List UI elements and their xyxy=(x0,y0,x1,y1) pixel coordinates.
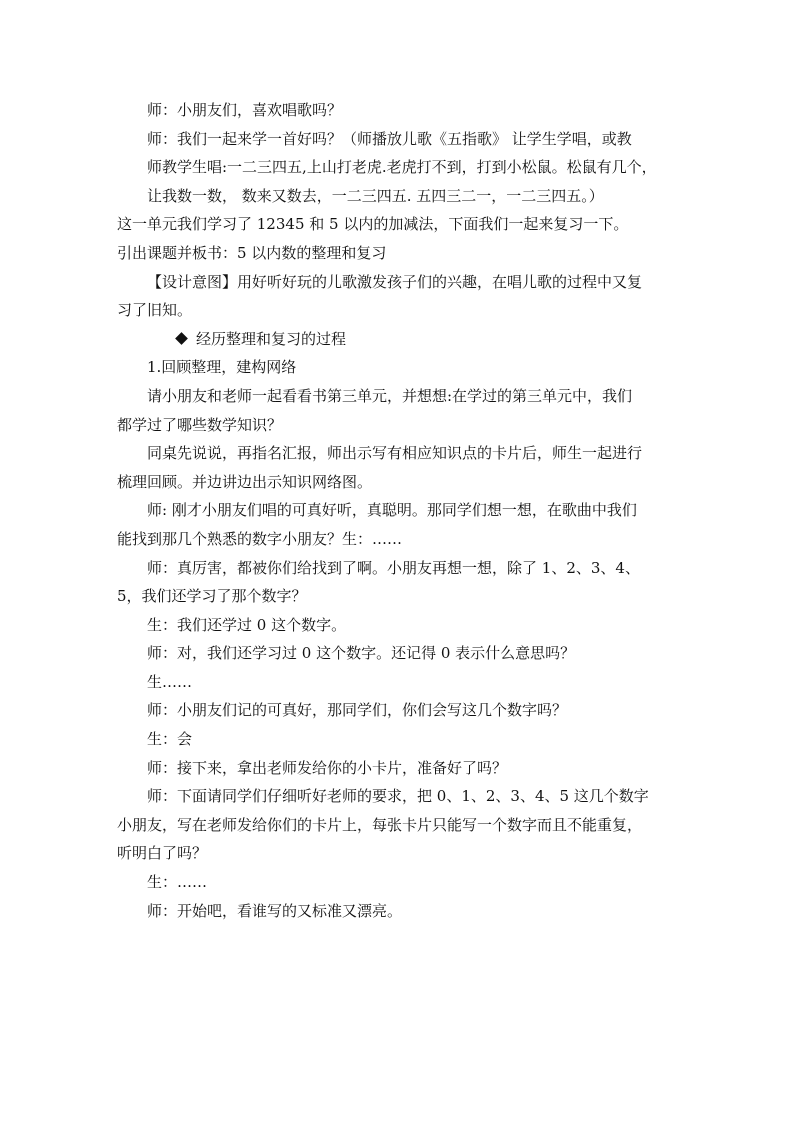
text-line: 让我数一数， 数来又数去，一二三四五. 五四三二一，一二三四五。） xyxy=(147,186,604,205)
text-line: 都学过了哪些数学知识？ xyxy=(117,415,283,434)
paragraph-student-yes xyxy=(117,725,682,754)
text-line: 能找到那几个熟悉的数字小朋友？生：…… xyxy=(117,529,403,548)
diamond-bullet-icon xyxy=(175,332,188,345)
section-heading xyxy=(117,325,682,354)
text-line: 生：会 xyxy=(147,730,193,749)
paragraph-song-intro xyxy=(117,125,682,211)
text-line: 听明白了吗？ xyxy=(117,844,208,863)
paragraph-design-intent xyxy=(117,268,682,325)
text-line: 【设计意图】用好听好玩的儿歌激发孩子们的兴趣，在唱儿歌的过程中又复 xyxy=(147,272,643,291)
paragraph-student-answer xyxy=(117,668,682,697)
paragraph-unit-review xyxy=(117,210,682,267)
paragraph-start xyxy=(117,897,682,926)
text-line: 生…… xyxy=(147,672,193,691)
text-line: 习了旧知。 xyxy=(117,301,193,320)
text-line: 师：接下来，拿出老师发给你的小卡片，准备好了吗？ xyxy=(147,758,508,777)
paragraph-look-book xyxy=(117,382,682,439)
text-line: 1.回顾整理，建构网络 xyxy=(147,358,297,377)
paragraph-greeting xyxy=(117,96,682,125)
paragraph-can-write xyxy=(117,696,682,725)
paragraph-deskmate xyxy=(117,439,682,496)
text-line: 梳理回顾。并边讲边出示知识网络图。 xyxy=(117,472,373,491)
text-line: 师：开始吧，看谁写的又标准又漂亮。 xyxy=(147,901,403,920)
text-line: 这一单元我们学习了 12345 和 5 以内的加减法，下面我们一起来复习一下。 xyxy=(117,215,629,234)
text-line: 师：对，我们还学习过 0 这个数字。还记得 0 表示什么意思吗？ xyxy=(147,644,576,663)
document-body xyxy=(117,96,682,925)
text-line: 小朋友，写在老师发给你们的卡片上，每张卡片只能写一个数字而且不能重复， xyxy=(117,815,643,834)
text-line: 师: 刚才小朋友们唱的可真好听，真聪明。那同学们想一想，在歌曲中我们 xyxy=(147,501,637,520)
text-line: 请小朋友和老师一起看看书第三单元，并想想:在学过的第三单元中，我们 xyxy=(147,386,633,405)
text-line: 生：我们还学过 0 这个数字。 xyxy=(147,615,347,634)
text-line: 生：…… xyxy=(147,873,208,892)
paragraph-step-title xyxy=(117,353,682,382)
text-line: 师：下面请同学们仔细听好老师的要求，把 0、1、2、3、4、5 这几个数字 xyxy=(147,787,649,806)
paragraph-student-zero xyxy=(117,611,682,640)
text-line: 同桌先说说，再指名汇报，师出示写有相应知识点的卡片后，师生一起进行 xyxy=(147,444,643,463)
paragraph-other-number xyxy=(117,554,682,611)
text-line: 师：小朋友们，喜欢唱歌吗？ xyxy=(147,101,343,119)
text-line: 5，我们还学习了那个数字？ xyxy=(117,587,307,606)
paragraph-teacher-zero xyxy=(117,639,682,668)
section-heading-text: 经历整理和复习的过程 xyxy=(196,329,347,348)
paragraph-student-ellipsis xyxy=(117,868,682,897)
paragraph-cards-ready xyxy=(117,754,682,783)
text-line: 引出课题并板书：5 以内数的整理和复习 xyxy=(117,243,387,262)
paragraph-song-numbers xyxy=(117,496,682,553)
text-line: 师：我们一起来学一首好吗？（师播放儿歌《五指歌》 让学生学唱，或教 xyxy=(147,129,632,148)
text-line: 师教学生唱:一二三四五,上山打老虎.老虎打不到，打到小松鼠。松鼠有几个， xyxy=(147,158,657,177)
paragraph-instructions xyxy=(117,782,682,868)
text-line: 师：小朋友们记的可真好，那同学们，你们会写这几个数字吗？ xyxy=(147,701,568,720)
text-line: 师：真厉害，都被你们给找到了啊。小朋友再想一想，除了 1、2、3、4、 xyxy=(147,558,640,577)
